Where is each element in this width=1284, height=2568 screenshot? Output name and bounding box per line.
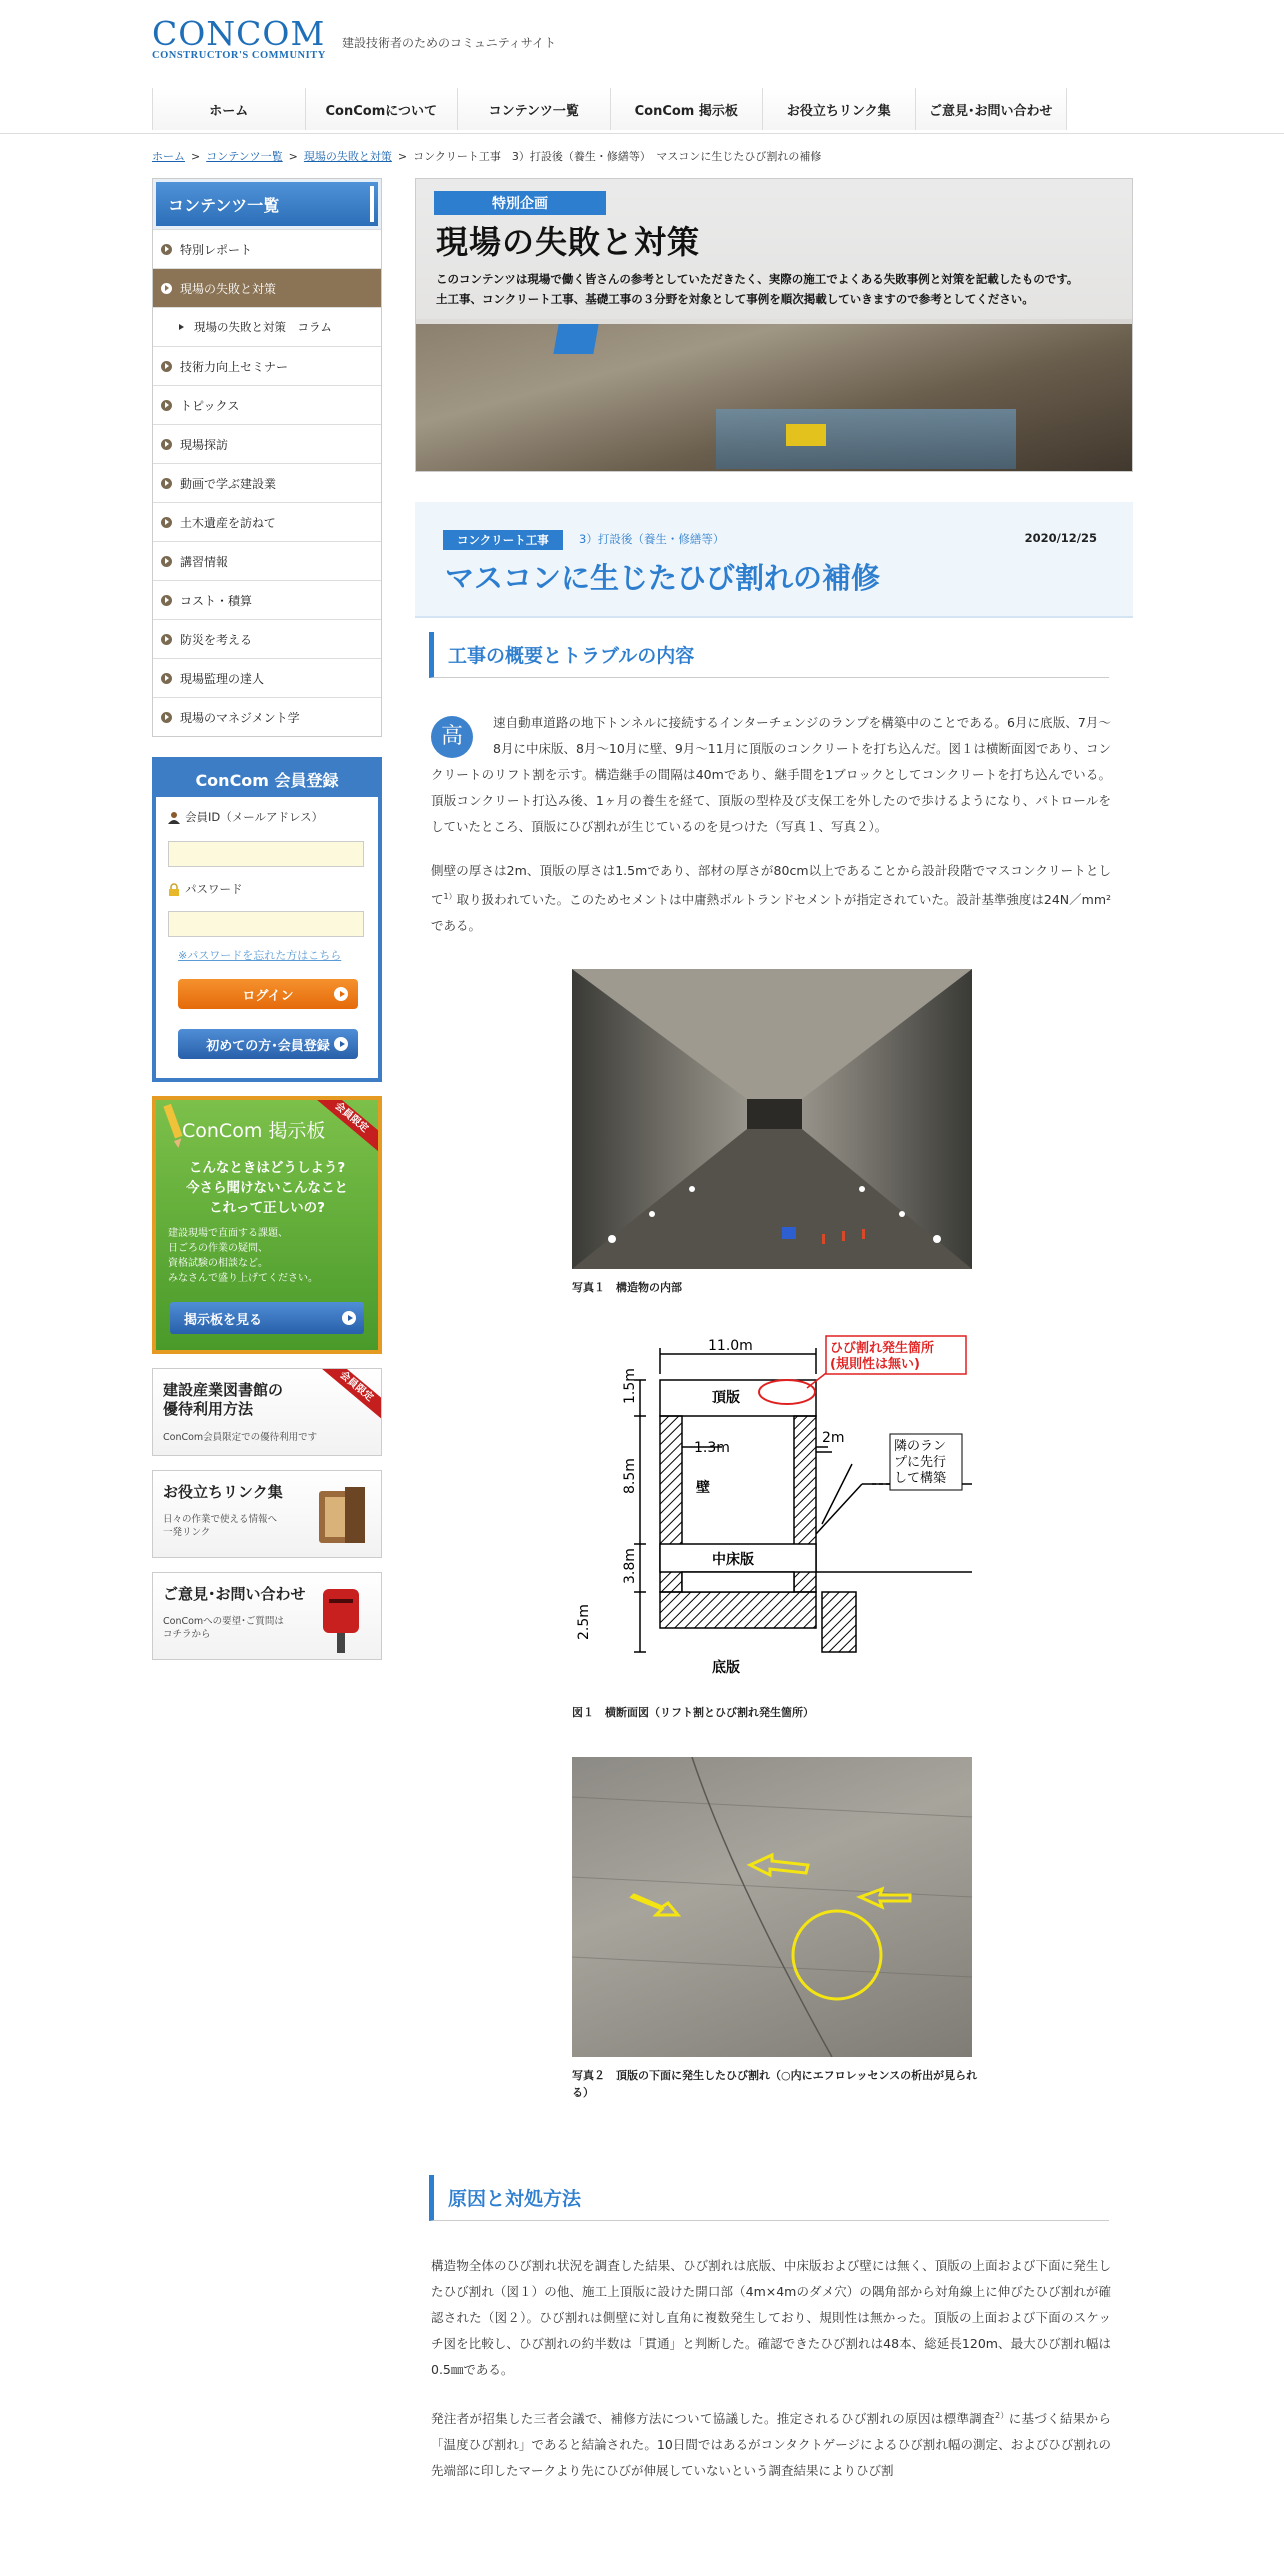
dim-wall-height: 8.5m xyxy=(622,1458,638,1495)
note-line: プに先行 xyxy=(894,1455,947,1471)
sidebar-item-seminar[interactable] xyxy=(153,346,381,385)
dim-wall-thickness: 1.3m xyxy=(694,1440,730,1457)
article-subcategory: 3）打設後（養生・修繕等） xyxy=(579,532,725,546)
cross-section-diagram xyxy=(572,1334,972,1694)
hero-excavator xyxy=(786,424,826,446)
article-paragraph xyxy=(431,710,1111,840)
label-bottom-slab: 底版 xyxy=(712,1660,740,1677)
sidebar-item-label: 動画で学ぶ建設業 xyxy=(180,476,277,491)
mailbox-icon xyxy=(317,1585,365,1655)
figure1-caption: 図１ 横断面図（リフト割とひび割れ発生箇所） xyxy=(572,1706,814,1720)
section-heading-overview: 工事の概要とトラブルの内容 xyxy=(429,632,1109,678)
member-id-field[interactable] xyxy=(168,841,364,867)
sidebar-item-label: 現場の失敗と対策 xyxy=(180,281,277,296)
nav-about[interactable]: ConComについて xyxy=(305,88,458,130)
banner-sub: ConCom会員限定での優待利用です xyxy=(163,1432,318,1443)
sidebar-item-management[interactable] xyxy=(153,697,381,736)
banner-sub-line: 日々の作業で使える情報へ xyxy=(163,1514,278,1525)
label-wall: 壁 xyxy=(696,1480,710,1497)
books-icon xyxy=(315,1487,371,1547)
contents-menu xyxy=(152,178,382,737)
hero-water xyxy=(716,409,1016,469)
sidebar-item-label: 技術力向上セミナー xyxy=(180,359,289,374)
arrow-icon xyxy=(161,244,172,255)
breadcrumb-home[interactable]: ホーム xyxy=(152,150,185,163)
hero-description xyxy=(436,269,1078,309)
main-content xyxy=(415,178,1133,2484)
arrow-icon xyxy=(161,361,172,372)
sidebar-item-label: コスト・積算 xyxy=(180,593,253,608)
arrow-circle-icon xyxy=(334,1037,348,1051)
banner-title xyxy=(163,1381,283,1419)
sidebar-item-label: トピックス xyxy=(180,398,240,413)
dim-side-thickness: 2m xyxy=(822,1430,845,1447)
breadcrumb-sep: > xyxy=(288,150,298,163)
arrow-circle-icon xyxy=(334,987,348,1001)
section-heading-cause: 原因と対処方法 xyxy=(429,2175,1109,2221)
sidebar-item-site-visit[interactable] xyxy=(153,424,381,463)
sidebar-item-label: 現場探訪 xyxy=(180,437,229,452)
breadcrumb-category[interactable]: 現場の失敗と対策 xyxy=(303,150,392,163)
bbs-desc-line: みなさんで盛り上げてください。 xyxy=(168,1273,318,1284)
sidebar-item-failures-column[interactable] xyxy=(153,307,381,346)
dim-top-height: 1.5m xyxy=(622,1368,638,1405)
article-paragraph xyxy=(431,858,1111,939)
logo-main: CONCOM xyxy=(152,14,326,53)
sidebar-item-label: 現場のマネジメント学 xyxy=(180,710,300,725)
footnote-ref[interactable]: 1） xyxy=(443,892,457,901)
label-mid-slab: 中床版 xyxy=(712,1552,754,1569)
nav-home[interactable]: ホーム xyxy=(152,88,305,130)
global-nav xyxy=(0,84,1284,134)
arrow-circle-icon xyxy=(342,1311,356,1325)
contact-banner[interactable] xyxy=(152,1572,382,1660)
breadcrumb-contents[interactable]: コンテンツ一覧 xyxy=(206,150,283,163)
breadcrumb-sep: > xyxy=(191,150,201,163)
sidebar-item-label: 土木遺産を訪ねて xyxy=(180,515,276,530)
member-id-label xyxy=(168,809,323,825)
article-header xyxy=(415,502,1133,618)
hero-desc-line: このコンテンツは現場で働く皆さんの参考としていただきたく、実際の施工でよくある失敗事例と対策を記載したものです。 xyxy=(436,272,1079,286)
paragraph-text: 側壁の厚さは2m、頂版の厚さは1.5mであり、部材の厚さが80cm以上であることから設計段階でマスコンクリートとして xyxy=(431,863,1111,908)
user-icon xyxy=(168,811,180,824)
banner-title-line: 建設産業図書館の xyxy=(163,1381,284,1399)
bbs-description xyxy=(168,1226,318,1286)
logo-sub: CONSTRUCTOR'S COMMUNITY xyxy=(152,50,326,61)
arrow-icon xyxy=(161,712,172,723)
sidebar-item-courses[interactable] xyxy=(153,541,381,580)
photo1-caption: 写真１ 構造物の内部 xyxy=(572,1281,682,1295)
nav-contents[interactable]: コンテンツ一覧 xyxy=(457,88,610,130)
view-bbs-label: 掲示板を見る xyxy=(184,1312,263,1328)
bbs-line: 今さら聞けないこんなこと xyxy=(186,1180,348,1196)
bbs-title: ConCom 掲示板 xyxy=(182,1120,326,1142)
paragraph-text: 発注者が招集した三者会議で、補修方法について協議した。推定されるひび割れの原因は標準調査 xyxy=(431,2411,995,2427)
article-title: マスコンに生じたひび割れの補修 xyxy=(445,561,881,595)
breadcrumb-current: コンクリート工事 3）打設後（養生・修繕等） マスコンに生じたひび割れの補修 xyxy=(413,150,822,163)
paragraph-text: に基づく結果から「温度ひび割れ」であると結論された。10日間ではあるがコンタクトゲージによるひび割れ幅の測定、およびひび割れの先端部に印したマークより先にひびが伸展していないという調査結果によりひび割 xyxy=(431,2411,1111,2479)
hero-tag: 特別企画 xyxy=(434,191,606,215)
login-button-label: ログイン xyxy=(242,988,294,1004)
password-field[interactable] xyxy=(168,911,364,937)
dim-top-width: 11.0m xyxy=(708,1338,753,1355)
dim-bottom-height: 2.5m xyxy=(576,1604,592,1641)
banner-sub-line: コチラから xyxy=(163,1629,211,1640)
hero-desc-line: 土工事、コンクリート工事、基礎工事の３分野を対象として事例を順次掲載していきますので参考としてください。 xyxy=(436,292,1034,306)
bbs-line: こんなときはどうしよう? xyxy=(188,1160,346,1176)
sidebar-item-cost[interactable] xyxy=(153,580,381,619)
sidebar-item-topics[interactable] xyxy=(153,385,381,424)
sidebar-item-master[interactable] xyxy=(153,658,381,697)
bbs-headline xyxy=(156,1158,378,1218)
arrow-icon xyxy=(161,517,172,528)
bbs-desc-line: 日ごろの作業の疑問、 xyxy=(168,1243,268,1254)
arrow-icon xyxy=(161,400,172,411)
banner-sub-line: 一発リンク xyxy=(163,1527,211,1538)
sidebar-item-label: 講習情報 xyxy=(180,554,229,569)
nav-bbs[interactable]: ConCom 掲示板 xyxy=(610,88,763,130)
sidebar-item-disaster[interactable] xyxy=(153,619,381,658)
sidebar-item-label: 現場の失敗と対策 コラム xyxy=(194,320,332,334)
view-bbs-button[interactable] xyxy=(170,1302,364,1334)
library-banner[interactable] xyxy=(152,1368,382,1456)
dim-mid-height: 3.8m xyxy=(622,1548,638,1585)
label-top-slab: 頂版 xyxy=(712,1390,740,1407)
password-label xyxy=(168,881,243,897)
crack-label: ひび割れ発生箇所 xyxy=(830,1341,935,1357)
arrow-icon xyxy=(161,283,172,294)
nav-contact[interactable]: ご意見･お問い合わせ xyxy=(915,88,1068,130)
figure-cross-section xyxy=(572,1334,972,1694)
banner-title: ご意見･お問い合わせ xyxy=(163,1585,306,1603)
bbs-desc-line: 資格試験の相談など。 xyxy=(168,1258,268,1269)
register-button[interactable] xyxy=(178,1029,358,1059)
sidebar-item-failures[interactable] xyxy=(153,268,381,307)
banner-sub-line: ConComへの要望･ご質問は xyxy=(163,1616,284,1627)
site-header xyxy=(0,0,1284,84)
arrow-icon xyxy=(161,439,172,450)
banner-sub xyxy=(163,1513,277,1539)
sidebar-item-special-report[interactable] xyxy=(153,229,381,268)
arrow-icon xyxy=(161,673,172,684)
banner-title-line: 優待利用方法 xyxy=(163,1400,254,1418)
crack-label: (規則性は無い) xyxy=(830,1357,920,1373)
sidebar-item-video[interactable] xyxy=(153,463,381,502)
contents-menu-title: コンテンツ一覧 xyxy=(153,179,381,229)
hero-tarp xyxy=(553,324,598,354)
register-button-label: 初めての方･会員登録 xyxy=(206,1038,330,1054)
hero-banner xyxy=(415,178,1133,472)
members-only-badge: 会員限定 xyxy=(304,1096,382,1159)
site-tagline: 建設技術者のためのコミュニティサイト xyxy=(342,36,556,50)
bbs-desc-line: 建設現場で直面する課題、 xyxy=(168,1228,288,1239)
article-category-badge[interactable]: コンクリート工事 xyxy=(443,530,563,550)
article-paragraph xyxy=(431,2253,1111,2383)
login-button[interactable] xyxy=(178,979,358,1009)
note-line: して構築 xyxy=(894,1471,947,1487)
photo-slab-crack xyxy=(572,1757,972,2057)
member-box-title: ConCom 会員登録 xyxy=(156,761,378,797)
banner-sub xyxy=(163,1615,284,1641)
sidebar-item-label: 特別レポート xyxy=(180,242,253,257)
member-id-label-text: 会員ID（メールアドレス） xyxy=(185,810,324,824)
photo2-caption: 写真２ 頂版の下面に発生したひび割れ（○内にエフロレッセンスの析出が見られる） xyxy=(572,2069,978,2100)
members-only-badge: 会員限定 xyxy=(309,1368,382,1428)
sidebar-item-label: 防災を考える xyxy=(180,632,253,647)
arrow-icon xyxy=(161,634,172,645)
article-paragraph xyxy=(431,2403,1111,2484)
lock-icon xyxy=(168,883,180,896)
paragraph-text: 取り扱われていた。このためセメントは中庸熱ポルトランドセメントが指定されていた。設計基準強度は24N／mm²である。 xyxy=(431,892,1112,934)
note-line: 隣のラン xyxy=(894,1439,947,1455)
nav-links[interactable]: お役立ちリンク集 xyxy=(762,88,915,130)
bbs-line: これって正しいの? xyxy=(209,1200,325,1216)
sidebar-item-heritage[interactable] xyxy=(153,502,381,541)
sidebar-item-label: 現場監理の達人 xyxy=(180,671,265,686)
paragraph-text: 構造物全体のひび割れ状況を調査した結果、ひび割れは底版、中床版および壁には無く、頂版の上面および下面に発生したひび割れ（図１）の他、施工上頂版に設けた開口部（4m×4mのダメ穴）の隅角部から対角線上に伸びたひび割れが確認された（図２）。ひび割れは側壁に対し直角に複数発生しており、規則性は無かった。頂版の上面および下面のスケッチ図を比較し、ひび割れの約半数は「貫通」と判断した。確認できたひび割れは48本、総延長120m、最大ひび割れ幅は0.5㎜である。 xyxy=(431,2258,1111,2378)
article-date: 2020/12/25 xyxy=(1024,531,1097,545)
breadcrumb xyxy=(152,148,821,164)
site-logo[interactable] xyxy=(152,16,326,61)
arrow-icon xyxy=(161,556,172,567)
hero-title: 現場の失敗と対策 xyxy=(436,223,701,261)
tunnel-photo xyxy=(572,969,972,1269)
sidebar xyxy=(152,178,382,1660)
forgot-password-link[interactable]: ※パスワードを忘れた方はこちら xyxy=(178,949,342,962)
breadcrumb-sep: > xyxy=(397,150,408,163)
footnote-ref[interactable]: 2） xyxy=(994,2411,1009,2421)
photo-structure-interior xyxy=(572,969,972,1269)
slab-crack-photo xyxy=(572,1757,972,2057)
arrow-icon xyxy=(161,478,172,489)
banner-title: お役立ちリンク集 xyxy=(163,1483,283,1501)
drop-cap: 高 xyxy=(431,716,473,758)
member-login-box xyxy=(152,757,382,1082)
bbs-banner[interactable] xyxy=(152,1096,382,1354)
arrow-icon xyxy=(161,595,172,606)
links-banner[interactable] xyxy=(152,1470,382,1558)
triangle-icon xyxy=(179,324,184,330)
password-label-text: パスワード xyxy=(185,882,243,896)
paragraph-text: 速自動車道路の地下トンネルに接続するインターチェンジのランプを構築中のことである。6月に底版、7月～8月に中床版、8月～10月に壁、9月～11月に頂版のコンクリートを打ち込んだ。図１は横断面図であり、コンクリートのリフト割を示す。構造継手の間隔は40mであり、継手間を1ブロックとしてコンクリートを打ち込んでいる。頂版コンクリート打込み後、1ヶ月の養生を経て、頂版の型枠及び支保工を外したので歩けるようになり、パトロールをしていたところ、頂版にひび割れが生じているのを見つけた（写真１、写真２）。 xyxy=(431,715,1111,834)
